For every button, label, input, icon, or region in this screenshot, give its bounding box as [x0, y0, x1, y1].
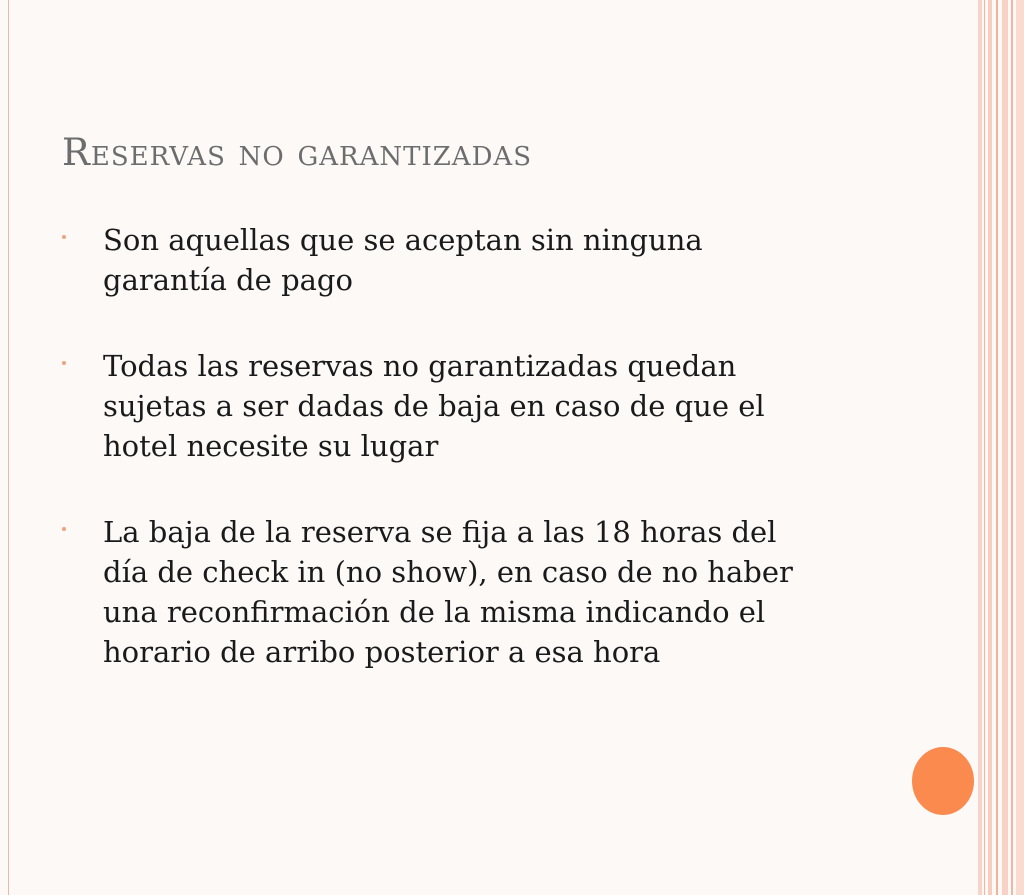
decorative-stripe	[978, 0, 982, 895]
decorative-stripe	[984, 0, 985, 895]
slide-title: Reservas no garantizadas	[62, 131, 533, 174]
orange-circle-decoration	[912, 747, 974, 815]
bullet-item	[62, 346, 862, 466]
decorative-stripe	[996, 0, 998, 895]
bullet-text	[103, 220, 863, 300]
bullet-line: hotel necesite su lugar	[103, 429, 439, 463]
bullet-dot-icon	[62, 235, 66, 239]
bullet-text	[103, 346, 863, 466]
bullet-dot-icon	[62, 527, 66, 531]
bullet-line: La baja de la reserva se fija a las 18 horas del	[103, 515, 777, 549]
bullet-line: garantía de pago	[103, 263, 353, 297]
bullet-line: una reconfirmación de la misma indicando el	[103, 595, 766, 629]
bullet-line: sujetas a ser dadas de baja en caso de que el	[103, 389, 765, 423]
bullet-item	[62, 220, 862, 300]
bullet-item	[62, 512, 862, 672]
bullet-text	[103, 512, 863, 672]
decorative-stripe	[1002, 0, 1008, 895]
bullet-line: Son aquellas que se aceptan sin ninguna	[103, 223, 703, 257]
bullet-list	[62, 220, 862, 718]
bullet-dot-icon	[62, 361, 66, 365]
decorative-stripe	[1016, 0, 1024, 895]
left-border-line	[8, 0, 9, 895]
bullet-line: horario de arribo posterior a esa hora	[103, 635, 661, 669]
bullet-line: día de check in (no show), en caso de no haber	[103, 555, 793, 589]
decorative-stripe	[1011, 0, 1013, 895]
decorative-stripe	[988, 0, 992, 895]
bullet-line: Todas las reservas no garantizadas quedan	[103, 349, 737, 383]
